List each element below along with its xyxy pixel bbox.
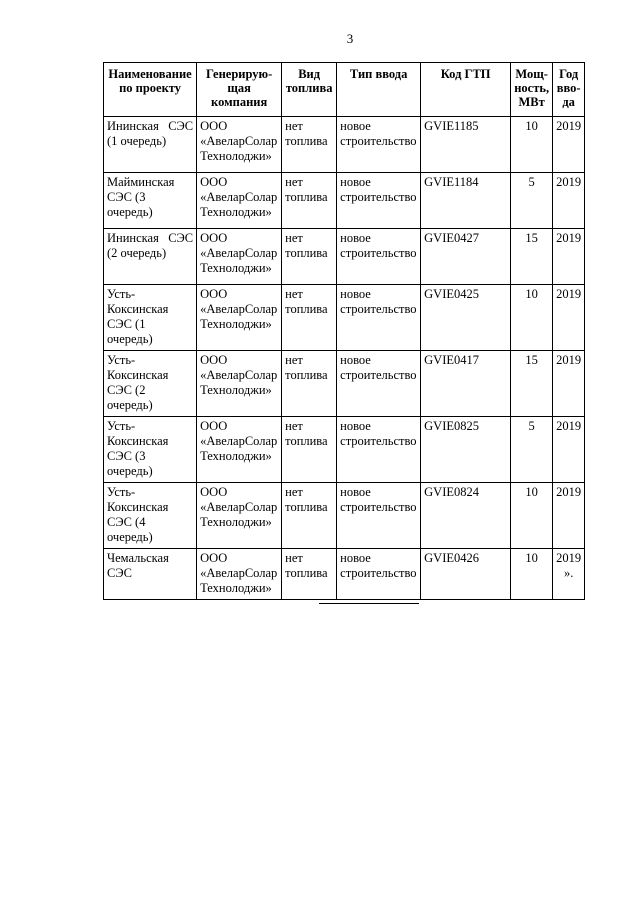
cell-project-name bbox=[104, 285, 197, 351]
cell-line: ООО bbox=[200, 485, 228, 499]
header-capacity bbox=[511, 63, 553, 117]
table-body bbox=[104, 117, 585, 600]
cell-line: Чемальская bbox=[107, 551, 169, 565]
cell-year bbox=[553, 483, 585, 549]
cell-line: Усть- bbox=[107, 287, 136, 301]
cell-year bbox=[553, 173, 585, 229]
header-line: Год bbox=[559, 67, 579, 81]
cell-line: новое bbox=[340, 353, 371, 367]
cell-line: Технолоджи» bbox=[200, 149, 272, 163]
cell-company bbox=[197, 229, 282, 285]
cell-project-name bbox=[104, 351, 197, 417]
cell-input-type bbox=[337, 229, 421, 285]
cell-line: (2 очередь) bbox=[107, 246, 167, 260]
cell-line: топлива bbox=[285, 434, 328, 448]
cell-line: строительство bbox=[340, 500, 417, 514]
cell-gtp-code: GVIE1184 bbox=[421, 173, 511, 229]
table-row bbox=[104, 351, 585, 417]
cell-input-type bbox=[337, 285, 421, 351]
cell-line: нет bbox=[285, 353, 303, 367]
projects-table bbox=[103, 62, 585, 600]
cell-input-type bbox=[337, 549, 421, 600]
header-line: Наименование bbox=[108, 67, 192, 81]
header-gtp-code bbox=[421, 63, 511, 117]
header-line: топлива bbox=[285, 81, 333, 95]
cell-line: СЭС (4 очередь) bbox=[107, 515, 153, 544]
cell-company bbox=[197, 285, 282, 351]
page-number: 3 bbox=[346, 31, 354, 46]
cell-line: Усть- bbox=[107, 419, 136, 433]
cell-line: Технолоджи» bbox=[200, 261, 272, 275]
cell-line: СЭС (3 очередь) bbox=[107, 449, 153, 478]
cell-company bbox=[197, 483, 282, 549]
cell-company bbox=[197, 173, 282, 229]
cell-line: «АвеларСолар bbox=[200, 134, 278, 148]
cell-line: Коксинская bbox=[107, 500, 169, 514]
cell-project-name bbox=[104, 417, 197, 483]
cell-line: Усть- bbox=[107, 353, 136, 367]
table-row bbox=[104, 483, 585, 549]
cell-fuel bbox=[282, 351, 337, 417]
cell-line: нет bbox=[285, 287, 303, 301]
cell-project-name bbox=[104, 173, 197, 229]
header-line: компания bbox=[211, 95, 268, 109]
cell-company bbox=[197, 417, 282, 483]
table-row bbox=[104, 173, 585, 229]
cell-fuel bbox=[282, 417, 337, 483]
cell-input-type bbox=[337, 173, 421, 229]
header-line: да bbox=[562, 95, 575, 109]
cell-line: новое bbox=[340, 175, 371, 189]
header-line: Вид bbox=[298, 67, 321, 81]
cell-line: «АвеларСолар bbox=[200, 190, 278, 204]
cell-gtp-code: GVIE0824 bbox=[421, 483, 511, 549]
cell-fuel bbox=[282, 549, 337, 600]
cell-line: нет bbox=[285, 485, 303, 499]
cell-line: «АвеларСолар bbox=[200, 566, 278, 580]
cell-line: строительство bbox=[340, 134, 417, 148]
cell-line: СЭС (2 очередь) bbox=[107, 383, 153, 412]
cell-line: нет bbox=[285, 175, 303, 189]
cell-line: ООО bbox=[200, 287, 228, 301]
cell-capacity: 5 bbox=[511, 173, 553, 229]
table-row bbox=[104, 229, 585, 285]
cell-line: новое bbox=[340, 231, 371, 245]
cell-line: нет bbox=[285, 419, 303, 433]
cell-line: «АвеларСолар bbox=[200, 302, 278, 316]
cell-project-name bbox=[104, 483, 197, 549]
cell-fuel bbox=[282, 229, 337, 285]
cell-line: Ининская СЭС bbox=[107, 119, 194, 133]
cell-line: топлива bbox=[285, 500, 328, 514]
cell-year bbox=[553, 417, 585, 483]
cell-input-type bbox=[337, 117, 421, 173]
cell-line: Усть- bbox=[107, 485, 136, 499]
cell-line: Технолоджи» bbox=[200, 383, 272, 397]
cell-capacity: 10 bbox=[511, 117, 553, 173]
cell-line: топлива bbox=[285, 190, 328, 204]
cell-line: Технолоджи» bbox=[200, 515, 272, 529]
cell-line: строительство bbox=[340, 246, 417, 260]
header-line: МВт bbox=[518, 95, 545, 109]
cell-line: СЭС (1 очередь) bbox=[107, 317, 153, 346]
cell-line: 2019 bbox=[556, 485, 582, 499]
cell-year bbox=[553, 549, 585, 600]
cell-fuel bbox=[282, 483, 337, 549]
cell-line: 2019 bbox=[556, 119, 582, 133]
cell-fuel bbox=[282, 117, 337, 173]
cell-fuel bbox=[282, 173, 337, 229]
cell-year bbox=[553, 229, 585, 285]
cell-line: строительство bbox=[340, 302, 417, 316]
header-line: вво- bbox=[556, 81, 581, 95]
cell-line: (1 очередь) bbox=[107, 134, 167, 148]
header-generating-company bbox=[197, 63, 282, 117]
cell-line: Технолоджи» bbox=[200, 205, 272, 219]
cell-line: нет bbox=[285, 231, 303, 245]
cell-year bbox=[553, 117, 585, 173]
header-line: Генерирую- bbox=[206, 67, 273, 81]
header-line: Код ГТП bbox=[440, 67, 491, 81]
cell-gtp-code: GVIE0426 bbox=[421, 549, 511, 600]
cell-capacity: 15 bbox=[511, 351, 553, 417]
cell-line: Коксинская bbox=[107, 368, 169, 382]
cell-line: ООО bbox=[200, 175, 228, 189]
cell-line: 2019 bbox=[556, 419, 582, 433]
header-project-name bbox=[104, 63, 197, 117]
cell-line: строительство bbox=[340, 566, 417, 580]
cell-line: Технолоджи» bbox=[200, 317, 272, 331]
cell-gtp-code: GVIE0427 bbox=[421, 229, 511, 285]
cell-year bbox=[553, 285, 585, 351]
cell-line: топлива bbox=[285, 302, 328, 316]
table-header-row bbox=[104, 63, 585, 117]
cell-project-name bbox=[104, 229, 197, 285]
cell-year bbox=[553, 351, 585, 417]
cell-line: топлива bbox=[285, 368, 328, 382]
cell-line: топлива bbox=[285, 134, 328, 148]
table-row bbox=[104, 285, 585, 351]
cell-line: Майминская bbox=[107, 175, 175, 189]
cell-project-name bbox=[104, 549, 197, 600]
cell-line: новое bbox=[340, 419, 371, 433]
cell-gtp-code: GVIE0417 bbox=[421, 351, 511, 417]
cell-line: «АвеларСолар bbox=[200, 368, 278, 382]
cell-line: новое bbox=[340, 551, 371, 565]
cell-gtp-code: GVIE1185 bbox=[421, 117, 511, 173]
cell-line: 2019 bbox=[556, 231, 582, 245]
header-line: ность, bbox=[514, 81, 550, 95]
cell-line: нет bbox=[285, 551, 303, 565]
cell-line: ООО bbox=[200, 353, 228, 367]
cell-line: нет bbox=[285, 119, 303, 133]
cell-input-type bbox=[337, 483, 421, 549]
cell-capacity: 10 bbox=[511, 483, 553, 549]
header-input-type bbox=[337, 63, 421, 117]
cell-line: топлива bbox=[285, 566, 328, 580]
cell-line: Коксинская bbox=[107, 302, 169, 316]
header-line: по проекту bbox=[119, 81, 182, 95]
cell-line: новое bbox=[340, 485, 371, 499]
cell-line: «АвеларСолар bbox=[200, 500, 278, 514]
cell-input-type bbox=[337, 417, 421, 483]
header-line: щая bbox=[227, 81, 251, 95]
cell-line: новое bbox=[340, 287, 371, 301]
cell-line: Коксинская bbox=[107, 434, 169, 448]
cell-project-name bbox=[104, 117, 197, 173]
cell-company bbox=[197, 117, 282, 173]
cell-line: ». bbox=[563, 566, 574, 580]
cell-line: «АвеларСолар bbox=[200, 434, 278, 448]
header-year bbox=[553, 63, 585, 117]
table-row bbox=[104, 117, 585, 173]
header-line: Тип ввода bbox=[349, 67, 408, 81]
cell-gtp-code: GVIE0825 bbox=[421, 417, 511, 483]
table-row bbox=[104, 549, 585, 600]
header-line: Мощ- bbox=[515, 67, 548, 81]
cell-gtp-code: GVIE0425 bbox=[421, 285, 511, 351]
cell-line: ООО bbox=[200, 419, 228, 433]
cell-line: ООО bbox=[200, 551, 228, 565]
cell-capacity: 10 bbox=[511, 549, 553, 600]
end-rule bbox=[319, 603, 419, 604]
cell-line: Технолоджи» bbox=[200, 581, 272, 595]
cell-line: строительство bbox=[340, 368, 417, 382]
cell-line: 2019 bbox=[556, 287, 582, 301]
cell-line: Технолоджи» bbox=[200, 449, 272, 463]
cell-capacity: 5 bbox=[511, 417, 553, 483]
cell-line: 2019 bbox=[556, 551, 582, 565]
cell-line: «АвеларСолар bbox=[200, 246, 278, 260]
cell-fuel bbox=[282, 285, 337, 351]
cell-line: ООО bbox=[200, 119, 228, 133]
cell-line: 2019 bbox=[556, 353, 582, 367]
header-fuel-type bbox=[282, 63, 337, 117]
cell-capacity: 10 bbox=[511, 285, 553, 351]
cell-line: строительство bbox=[340, 190, 417, 204]
cell-line: СЭС bbox=[107, 566, 132, 580]
cell-company bbox=[197, 549, 282, 600]
cell-line: строительство bbox=[340, 434, 417, 448]
cell-line: ООО bbox=[200, 231, 228, 245]
cell-capacity: 15 bbox=[511, 229, 553, 285]
cell-input-type bbox=[337, 351, 421, 417]
cell-line: новое bbox=[340, 119, 371, 133]
cell-line: 2019 bbox=[556, 175, 582, 189]
cell-line: СЭС (3 очередь) bbox=[107, 190, 153, 219]
cell-company bbox=[197, 351, 282, 417]
table-row bbox=[104, 417, 585, 483]
cell-line: Ининская СЭС bbox=[107, 231, 194, 245]
cell-line: топлива bbox=[285, 246, 328, 260]
